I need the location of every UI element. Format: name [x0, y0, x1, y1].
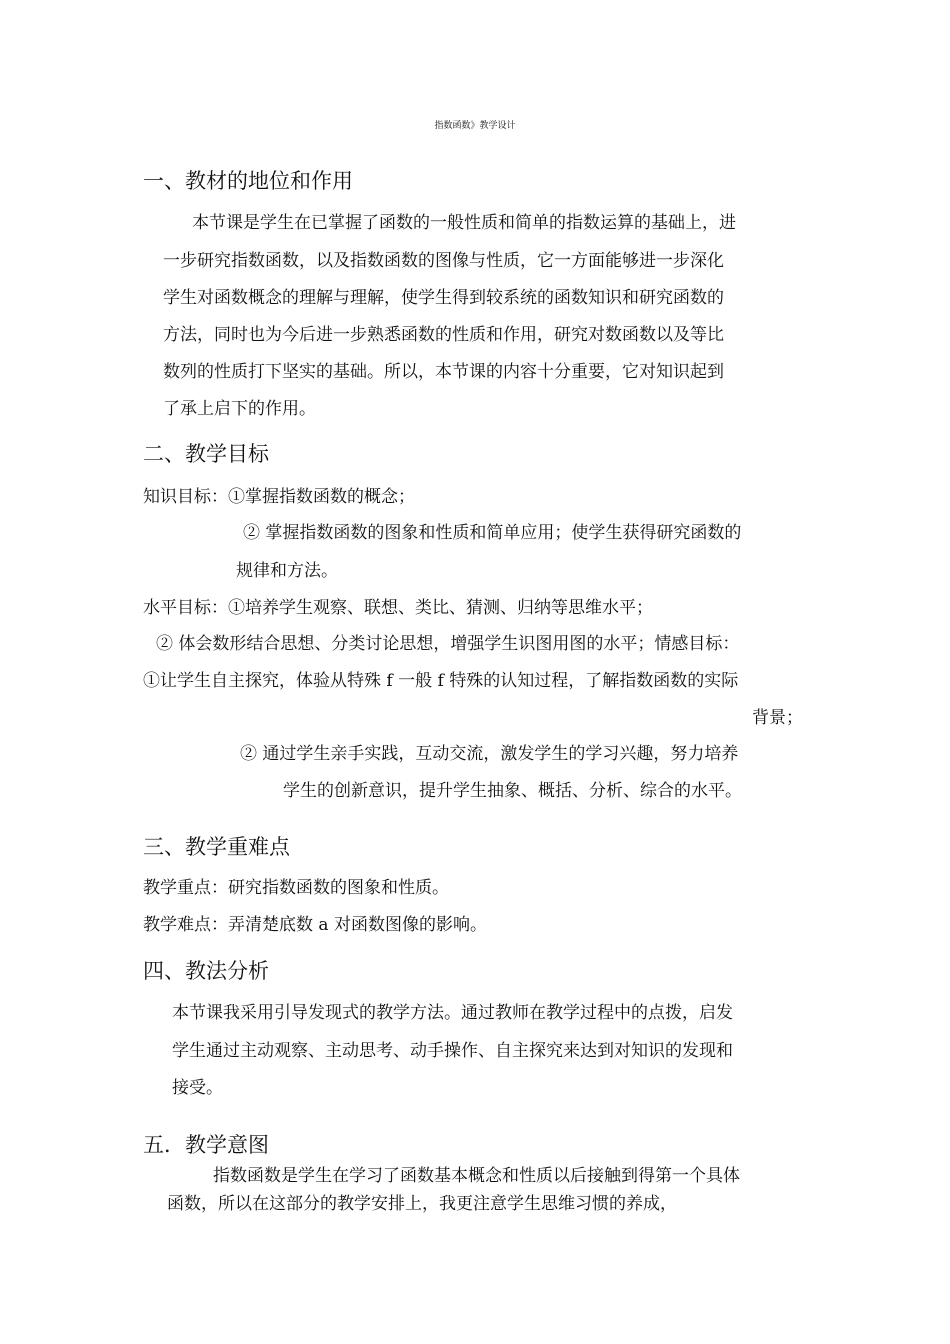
- paragraph-line: 指数函数是学生在学习了函数基本概念和性质以后接触到得第一个具体: [213, 1166, 740, 1186]
- paragraph-line: 方法，同时也为今后进一步熟悉函数的性质和作用，研究对数函数以及等比: [163, 325, 724, 345]
- objective-line: 规律和方法。: [236, 561, 338, 581]
- section-heading-4: 四、教法分析: [143, 959, 269, 983]
- section-heading-3: 三、教学重难点: [143, 835, 290, 859]
- paragraph-line: 学生通过主动观察、主动思考、动手操作、自主探究来达到对知识的发现和: [172, 1041, 733, 1061]
- objective-line: 知识目标：①掌握指数函数的概念；: [143, 487, 415, 507]
- paragraph-line: 接受。: [172, 1078, 223, 1098]
- paragraph-line: 学生对函数概念的理解与理解，使学生得到较系统的函数知识和研究函数的: [163, 288, 724, 308]
- difficulty-line: 教学难点：弄清楚底数 a 对函数图像的影响。: [143, 915, 487, 935]
- objective-line: 水平目标：①培养学生观察、联想、类比、猜测、归纳等思维水平；: [143, 598, 653, 618]
- objective-line: 学生的创新意识，提升学生抽象、概括、分析、综合的水平。: [283, 781, 742, 801]
- objective-line: ② 体会数形结合思想、分类讨论思想，增强学生识图用图的水平；情感目标：: [156, 634, 740, 654]
- objective-line: ② 掌握指数函数的图象和性质和简单应用；使学生获得研究函数的: [243, 523, 742, 543]
- paragraph-line: 一步研究指数函数，以及指数函数的图像与性质，它一方面能够进一步深化: [163, 251, 724, 271]
- objective-line: ①让学生自主探究，体验从特殊 f 一般 f 特殊的认知过程，了解指数函数的实际: [143, 671, 739, 691]
- paragraph-line: 本节课我采用引导发现式的教学方法。通过教师在教学过程中的点拨，启发: [172, 1003, 733, 1023]
- paragraph-line: 了承上启下的作用。: [163, 399, 316, 419]
- objective-line: ② 通过学生亲手实践，互动交流，激发学生的学习兴趣，努力培养: [240, 744, 739, 764]
- document-title: 指数函数》教学设计: [434, 121, 516, 131]
- section-heading-2: 二、教学目标: [143, 442, 269, 466]
- section-heading-5: 五．教学意图: [143, 1133, 269, 1157]
- objective-line: 背景；: [752, 708, 803, 728]
- paragraph-line: 数列的性质打下坚实的基础。所以，本节课的内容十分重要，它对知识起到: [163, 362, 724, 382]
- section-heading-1: 一、教材的地位和作用: [143, 169, 353, 193]
- key-point-line: 教学重点：研究指数函数的图象和性质。: [143, 878, 449, 898]
- paragraph-line: 函数，所以在这部分的教学安排上，我更注意学生思维习惯的养成，: [167, 1194, 677, 1214]
- paragraph-line: 本节课是学生在已掌握了函数的一般性质和简单的指数运算的基础上，进: [192, 213, 736, 233]
